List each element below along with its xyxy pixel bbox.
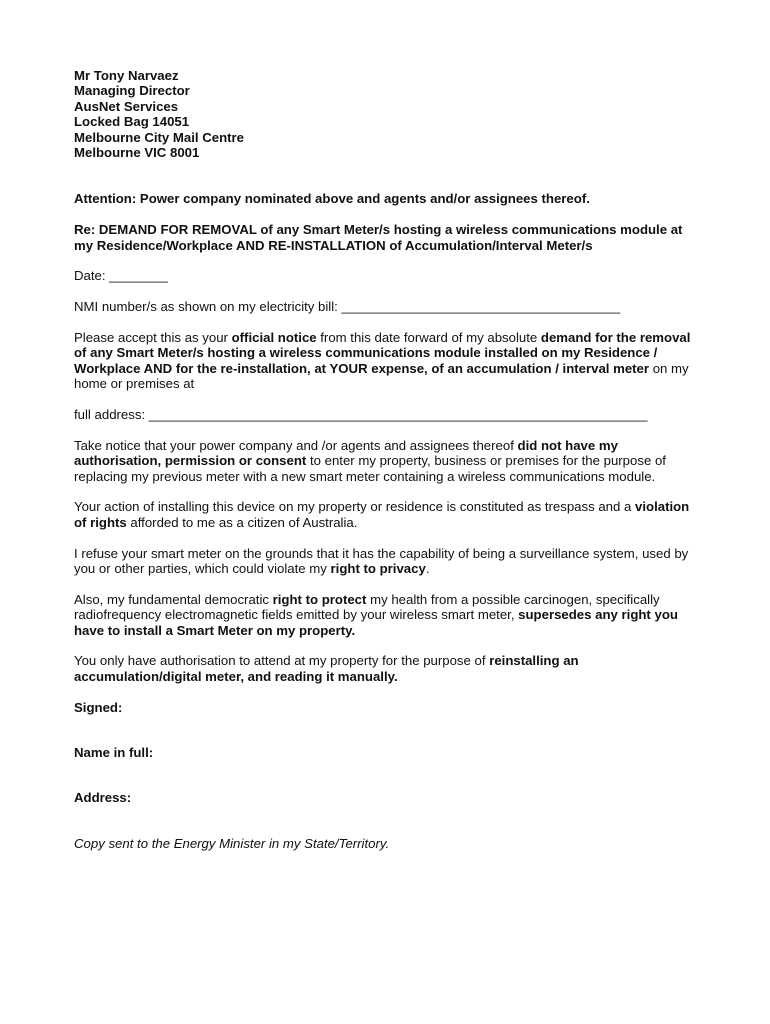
p5-bold-2: supersedes any right you have to install a Smart Meter on my property.	[74, 607, 678, 638]
p4-text-1: I refuse your smart meter on the grounds that it has the capability of being a surveillance system, used by you or other parties, which could violate my	[74, 545, 689, 577]
p2-bold-1: did not have my authorisation, permission or consent	[74, 437, 618, 469]
paragraph-official-notice	[74, 330, 704, 392]
p1-text-2: from this date forward of my absolute	[316, 330, 541, 346]
p3-text-1: Your action of installing this device on my property or residence is constituted as trespass and a	[74, 499, 636, 515]
paragraph-trespass	[74, 499, 704, 530]
p3-bold-1: violation of rights	[74, 499, 690, 530]
p1-text-3: on my home or premises at	[74, 360, 689, 392]
date-line: Date: ________	[74, 268, 168, 284]
p4-text-2: .	[425, 561, 430, 577]
name-label: Name in full:	[74, 745, 154, 761]
full-address-line: full address: ____________________________________________________________________	[74, 407, 648, 423]
paragraph-take-notice	[74, 438, 704, 484]
p5-text-1: Also, my fundamental democratic	[74, 591, 273, 607]
recipient-address	[74, 68, 704, 160]
address-label: Address:	[74, 790, 132, 806]
p4-bold-1: right to privacy	[330, 561, 426, 577]
p1-bold-2: demand for the removal of any Smart Meter/s hosting a wireless communications module installed on my Residence / Workplace AND for the re-installation, at YOUR expense, of an accumulation / interval meter	[74, 330, 691, 376]
p2-text-2: to enter my property, business or premises for the purpose of replacing my previous meter with a new smart meter containing a wireless communications module.	[74, 453, 666, 484]
p3-text-2: afforded to me as a citizen of Australia.	[126, 514, 358, 530]
recipient-title: Managing Director	[74, 83, 190, 99]
recipient-name: Mr Tony Narvaez	[74, 68, 179, 83]
recipient-company: AusNet Services	[74, 98, 179, 114]
attention-line: Attention: Power company nominated above and agents and/or assignees thereof.	[74, 191, 590, 207]
p2-text-1: Take notice that your power company and /or agents and assignees thereof	[74, 437, 518, 453]
p6-bold-1: reinstalling an accumulation/digital meter, and reading it manually.	[74, 653, 579, 684]
re-line: Re: DEMAND FOR REMOVAL of any Smart Meter/s hosting a wireless communications module at my Residence/Workplace AND RE-INSTALLATION of Accumulation/Interval Meter/s	[74, 222, 683, 253]
recipient-mail-centre: Melbourne City Mail Centre	[74, 129, 244, 145]
nmi-line: NMI number/s as shown on my electricity bill: ______________________________________	[74, 299, 621, 315]
letter-body	[74, 68, 704, 851]
recipient-po-box: Locked Bag 14051	[74, 114, 190, 130]
p1-bold-1: official notice	[231, 330, 317, 346]
p5-text-2: my health from a possible carcinogen, specifically radiofrequency electromagnetic fields emitted by your wireless smart meter,	[74, 591, 660, 623]
signed-label: Signed:	[74, 699, 123, 715]
copy-note: Copy sent to the Energy Minister in my State/Territory.	[74, 835, 390, 851]
paragraph-health	[74, 592, 704, 638]
recipient-city: Melbourne VIC 8001	[74, 145, 200, 161]
paragraph-privacy	[74, 546, 704, 577]
paragraph-authorisation	[74, 653, 704, 684]
p5-bold-1: right to protect	[272, 591, 367, 607]
p1-text-1: Please accept this as your	[74, 330, 232, 346]
p6-text-1: You only have authorisation to attend at my property for the purpose of	[74, 653, 490, 669]
